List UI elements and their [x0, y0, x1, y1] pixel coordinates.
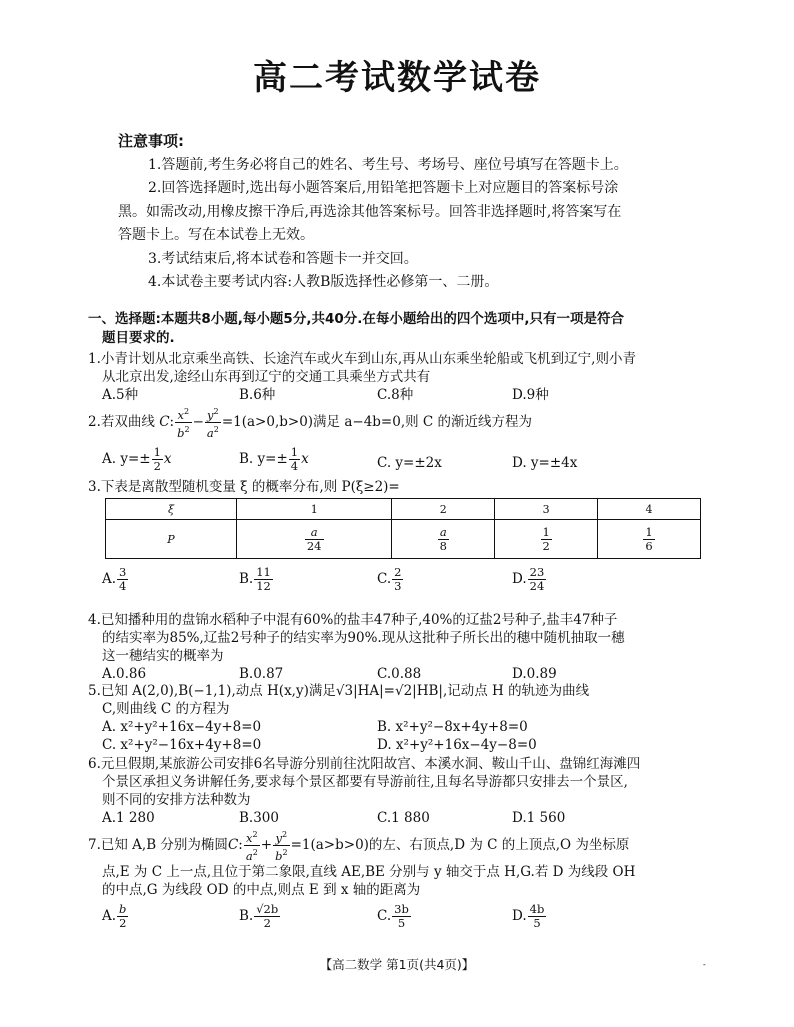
notice-item-1: 1.答题前,考生务必将自己的姓名、考生号、考场号、座位号填写在答题卡上。	[148, 156, 628, 173]
q4-option-c[interactable]: C.0.88	[377, 666, 422, 682]
notice-heading: 注意事项:	[118, 132, 184, 150]
question-5: 5.已知 A(2,0),B(−1,1),动点 H(x,y)满足√3|HA|=√2|HB|,记动点 H 的轨迹为曲线 C,则曲线 C 的方程为 A. x²+y²+16x−4y+8=0 B. x²+y²−8x+4y+8=0 C. x²+y²−16x+4y+8=0 D. x²+y²+16x−4y−8=0	[88, 682, 718, 754]
table-xi-4: 4	[598, 499, 701, 520]
page-title: 高二考试数学试卷	[253, 58, 541, 98]
q7-option-c[interactable]: C. $\frac{3b}{5}$	[377, 901, 409, 930]
q5-option-d[interactable]: D. x²+y²+16x−4y−8=0	[377, 737, 537, 753]
q7-stem: 7.已知 A,B 分别为椭圆C: $\frac{x^2}{a^2}$ + $\frac{y^2}{b^2}$ =1(a>b>0)的左、右顶点,D 为 C 的上顶点,O 为坐标原	[88, 830, 630, 863]
q1-stem: 1.小青计划从北京乘坐高铁、长途汽车或火车到山东,再从山东乘坐轮船或飞机到辽宁,则小青	[88, 351, 636, 367]
q2-option-b[interactable]: B. y=± $\frac{1}{4}$ x	[239, 444, 309, 473]
q7-option-d[interactable]: D. $\frac{4b}{5}$	[512, 901, 545, 930]
section-heading: 一、选择题:本题共8小题,每小题5分,共40分.在每小题给出的四个选项中,只有一项是符合 题目要求的.	[88, 311, 624, 346]
q1-option-d[interactable]: D.9种	[512, 387, 549, 403]
q2-stem: 2.若双曲线 C: $\frac{x^2}{b^2}$ − $\frac{y^2}{a^2}$ =1(a>0,b>0)满足 a−4b=0,则 C 的渐近线方程为	[88, 407, 533, 440]
q1-option-b[interactable]: B.6种	[239, 387, 276, 403]
notice-item-2-cont2: 答题卡上。写在本试卷上无效。	[118, 227, 314, 243]
q5-stem: 5.已知 A(2,0),B(−1,1),动点 H(x,y)满足√3|HA|=√2|HB|,记动点 H 的轨迹为曲线	[88, 683, 590, 699]
question-3	[88, 478, 718, 496]
q6-stem: 6.元旦假期,某旅游公司安排6名导游分别前往沈阳故宫、本溪水洞、鞍山千山、盘锦红海滩四	[88, 756, 641, 772]
notice-item-3: 3.考试结束后,将本试卷和答题卡一并交回。	[148, 250, 418, 267]
q7-option-a[interactable]: A. $\frac{b}{2}$	[102, 901, 127, 930]
q4-stem: 4.已知播种用的盘锦水稻种子中混有60%的盐丰47种子,40%的辽盐2号种子,盐丰47种子	[88, 612, 618, 628]
notice-item-4: 4.本试卷主要考试内容:人教B版选择性必修第一、二册。	[148, 274, 499, 290]
table-p-2: $\frac{a}{8}$	[392, 520, 495, 559]
question-6: 6.元旦假期,某旅游公司安排6名导游分别前往沈阳故宫、本溪水洞、鞍山千山、盘锦红海滩四 个景区承担义务讲解任务,要求每个景区都要有导游前往,且每名导游都只安排去一个景区, 则不同的安排方法种数为 A.1 280 B.300 C.1 880 D.1 560	[88, 755, 718, 829]
q2-option-a[interactable]: A. y=± $\frac{1}{2}$ x	[102, 444, 172, 473]
q7-option-b[interactable]: B. $\frac{√2b}{2}$	[239, 901, 279, 930]
table-p-3: $\frac{1}{2}$	[495, 520, 598, 559]
notice-item-2-cont: 黑。如需改动,用橡皮擦干净后,再选涂其他答案标号。回答非选择题时,将答案写在	[118, 203, 622, 220]
q3-option-a[interactable]: A. $\frac{3}{4}$	[102, 565, 127, 593]
q4-option-b[interactable]: B.0.87	[239, 666, 284, 682]
q3-stem: 3.下表是离散型随机变量 ξ 的概率分布,则 P(ξ≥2)=	[88, 479, 400, 495]
q2-options	[102, 446, 718, 482]
table-label-xi: ξ	[167, 502, 175, 516]
q3-options	[102, 566, 718, 602]
q3-option-c[interactable]: C. $\frac{2}{3}$	[377, 565, 402, 593]
q6-option-a[interactable]: A.1 280	[102, 810, 155, 826]
table-label-p: P	[167, 532, 175, 546]
notice-item-2: 2.回答选择题时,选出每小题答案后,用铅笔把答题卡上对应题目的答案标号涂	[148, 180, 619, 196]
table-p-4: $\frac{1}{6}$	[598, 520, 701, 559]
question-7: 7.已知 A,B 分别为椭圆C: $\frac{x^2}{a^2}$ + $\frac{y^2}{b^2}$ =1(a>b>0)的左、右顶点,D 为 C 的上顶点,O 为坐标原 点,E 为 C 上一点,且位于第二象限,直线 AE,BE 分别与 y 轴交于点 H,G.若 D 为线段 OH 的中点,G 为线段 OD 的中点,则点 E 到 x 轴的距离为 A. $\frac{b}{2}$ B. $\frac{√2b}{2}$ C. $\frac{3b}{5}$ D. $\frac{4b}{5}$	[88, 828, 718, 939]
q6-option-b[interactable]: B.300	[239, 810, 279, 826]
q1-option-c[interactable]: C.8种	[377, 387, 414, 403]
page-footer: 【高二数学 第1页(共4页)】	[319, 957, 475, 972]
q7-options	[102, 903, 718, 939]
q5-options-row1	[102, 718, 718, 736]
question-4: 4.已知播种用的盘锦水稻种子中混有60%的盐丰47种子,40%的辽盐2号种子,盐丰47种子 的结实率为85%,辽盐2号种子的结实率为90%.现从这批种子所长出的穗中随机抽取一穗 这一穗结实的概率为 A.0.86 B.0.87 C.0.88 D.0.89	[88, 611, 718, 685]
table-xi-1: 1	[237, 499, 392, 520]
q3-option-d[interactable]: D. $\frac{23}{24}$	[512, 565, 545, 593]
q2-option-d[interactable]: D. y=±4x	[512, 454, 578, 471]
q5-option-b[interactable]: B. x²+y²−8x+4y+8=0	[377, 719, 528, 735]
table-xi-2: 2	[392, 499, 495, 520]
table-p-1: $\frac{a}{24}$	[237, 520, 392, 559]
question-1: 1.小青计划从北京乘坐高铁、长途汽车或火车到山东,再从山东乘坐轮船或飞机到辽宁,则小青 从北京出发,途经山东再到辽宁的交通工具乘坐方式共有 A.5种 B.6种 C.8种 D.9种	[88, 350, 718, 406]
question-2	[88, 405, 718, 482]
q4-option-d[interactable]: D.0.89	[512, 666, 557, 682]
q5-option-c[interactable]: C. x²+y²−16x+4y+8=0	[102, 737, 262, 753]
q1-options	[102, 386, 718, 406]
q6-options	[102, 809, 718, 829]
q5-option-a[interactable]: A. x²+y²+16x−4y+8=0	[102, 719, 262, 735]
q3-option-b[interactable]: B. $\frac{11}{12}$	[239, 565, 271, 593]
table-xi-3: 3	[495, 499, 598, 520]
notice-block	[118, 130, 678, 295]
q6-option-c[interactable]: C.1 880	[377, 810, 430, 826]
q5-options-row2	[102, 736, 718, 754]
q1-option-a[interactable]: A.5种	[102, 387, 139, 403]
q6-option-d[interactable]: D.1 560	[512, 810, 566, 826]
scan-mark: -	[703, 960, 706, 969]
q3-options-wrap	[88, 566, 718, 602]
probability-table	[105, 498, 701, 559]
q2-option-c[interactable]: C. y=±2x	[377, 454, 442, 471]
q4-option-a[interactable]: A.0.86	[102, 666, 147, 682]
